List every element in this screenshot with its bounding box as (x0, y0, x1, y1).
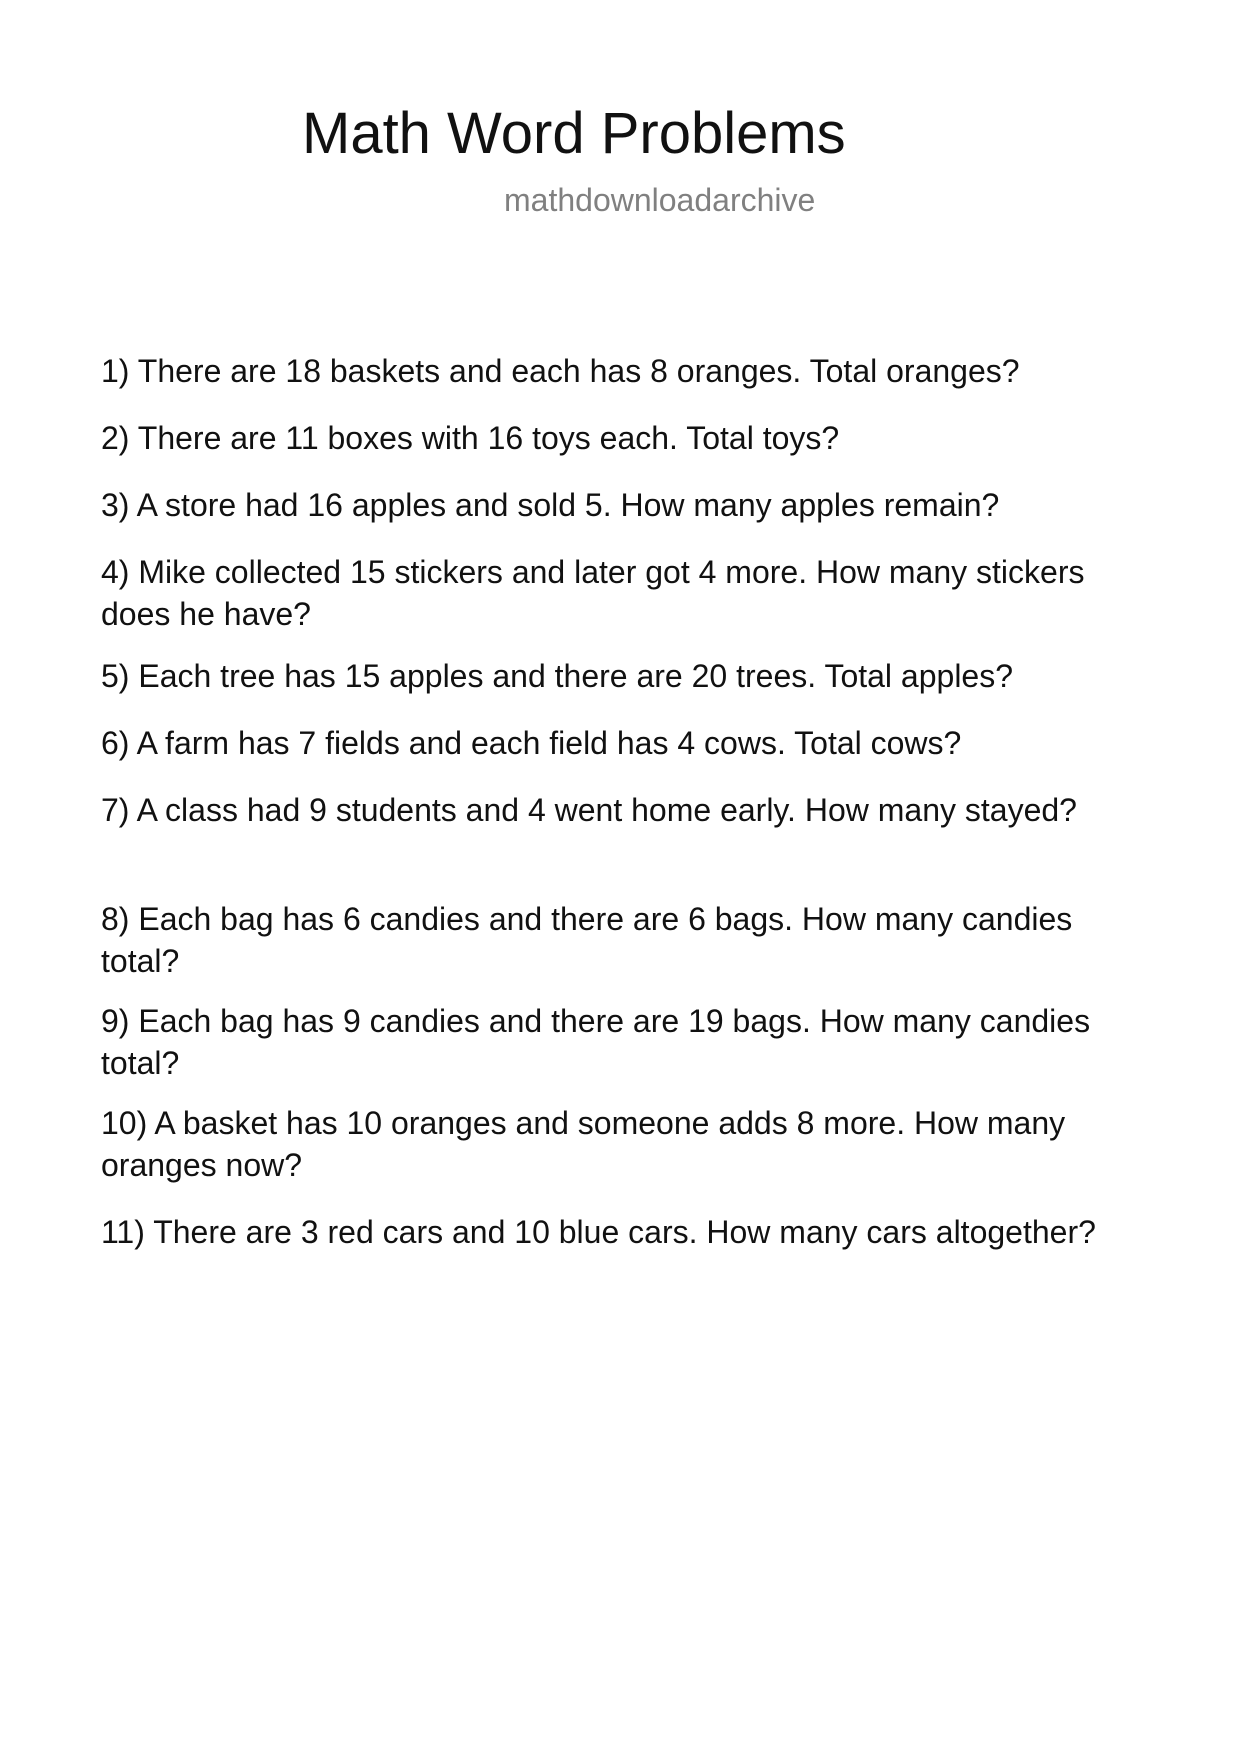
problem-item-6: 6) A farm has 7 fields and each field has 4 cows. Total cows? (101, 725, 962, 761)
problem-item-9: 9) Each bag has 9 candies and there are 19 bags. How many candies total? (101, 1003, 1091, 1081)
problem-item-5: 5) Each tree has 15 apples and there are 20 trees. Total apples? (101, 658, 1014, 694)
problem-item-4: 4) Mike collected 15 stickers and later got 4 more. How many stickers does he have? (101, 554, 1085, 632)
problem-item-1: 1) There are 18 baskets and each has 8 oranges. Total oranges? (101, 353, 1020, 389)
problem-item-3: 3) A store had 16 apples and sold 5. How many apples remain? (101, 487, 1000, 523)
page-subtitle: mathdownloadarchive (504, 182, 816, 218)
problem-item-8: 8) Each bag has 6 candies and there are 6 bags. How many candies total? (101, 901, 1073, 979)
page-title: Math Word Problems (302, 101, 846, 166)
problem-item-11: 11) There are 3 red cars and 10 blue cars. How many cars altogether? (101, 1214, 1096, 1250)
problem-item-7: 7) A class had 9 students and 4 went home early. How many stayed? (101, 792, 1077, 828)
problem-item-2: 2) There are 11 boxes with 16 toys each. Total toys? (101, 420, 840, 456)
problem-item-10: 10) A basket has 10 oranges and someone adds 8 more. How many oranges now? (101, 1105, 1066, 1183)
